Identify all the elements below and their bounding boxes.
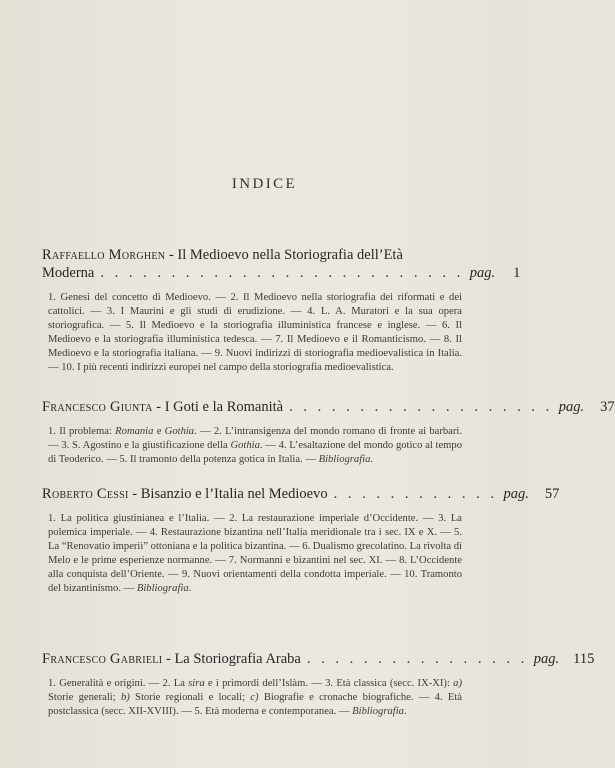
entry-author: Raffaello Morghen	[42, 247, 166, 263]
pag-label: pag.	[533, 651, 560, 667]
entry-heading: Raffaello Morghen - Il Medioevo nella Storiografia dell’Età Moderna . . . . . . . . . . . . . . . . . . . . . . . . . . pag. 1	[42, 247, 521, 281]
leader-dots: . . . . . . . . . . . . . . . . . . .	[289, 399, 553, 415]
entry-author: Roberto Cessi	[42, 486, 129, 502]
pag-label: pag.	[558, 399, 585, 415]
page-number: 57	[544, 486, 560, 502]
entry-heading: Francesco Giunta - I Goti e la Romanità . . . . . . . . . . . . . . . . . . . pag. 37	[42, 399, 615, 415]
entry-abstract: 1. Genesi del concetto di Medioevo. — 2. Il Medioevo nella storiografia dei riformati e dei cattolici. — 3. I Maurini e gli studi di erudizione. — 4. L. A. Muratori e la sua opera storiografica. — 5. Il Medioevo e la storiografia illuministica francese e inglese. — 6. Il Medioevo e la storiografia illuministica tedesca. — 7. Il Medioevo e il Romanticismo. — 8. Il Medioevo e la storiografia italiana. — 9. Nuovi indirizzi di storiografia medioevalistica in Italia. — 10. I più recenti indirizzi europei nel campo della storiografia medioevalistica.	[48, 292, 462, 373]
index-title: INDICE	[231, 176, 298, 192]
toc-entry-gabrieli	[42, 650, 595, 719]
page-number: 37	[600, 399, 615, 415]
entry-title: La Storiografia Araba	[174, 651, 301, 667]
toc-entry-cessi	[42, 485, 560, 595]
entry-heading: Francesco Gabrieli - La Storiografia Araba . . . . . . . . . . . . . . . . pag. 115	[42, 651, 595, 667]
entry-abstract: 1. Il problema: Romania e Gothia. — 2. L’intransigenza del mondo romano di fronte ai barbari. — 3. S. Agostino e la giustificazione della Gothia. — 4. L’esaltazione del mondo gotico al tempo di Teoderico. — 5. Il tramonto della potenza gotica in Italia. — Bibliografia.	[48, 426, 463, 465]
leader-dots: . . . . . . . . . . . . . . . . . . . . . . . . . .	[100, 265, 464, 281]
page-number: 1	[513, 265, 521, 281]
leader-dots: . . . . . . . . . . . . . . . .	[306, 651, 528, 667]
toc-entry-morghen	[42, 246, 521, 374]
entry-title: Bisanzio e l’Italia nel Medioevo	[140, 486, 328, 502]
entry-abstract: 1. Generalità e origini. — 2. La sira e i primordi dell’Islàm. — 3. Età classica (secc. IX-XI): a) Storie generali; b) Storie regionali e locali; c) Biografie e cronache biografiche. — 4. Età postclassica (secc. XII-XVIII). — 5. Età moderna e contemporanea. — Bibliografia.	[48, 678, 462, 717]
entry-author: Francesco Giunta	[42, 399, 153, 415]
entry-title-cont: Moderna	[42, 265, 95, 281]
page-number: 115	[573, 651, 595, 667]
toc-entry-giunta	[42, 398, 615, 467]
pag-label: pag.	[503, 486, 529, 502]
entry-abstract: 1. La politica giustinianea e l’Italia. — 2. La restaurazione imperiale d’Occidente. — 3. La polemica imperiale. — 4. Restaurazione bizantina nell’Italia meridionale tra i sec. IX e X. — 5. La “Renovatio imperii” ottoniana e la politica bizantina. — 6. Dualismo grecolatino. La rivolta di Melo e le prime esperienze normanne. — 7. Normanni e bizantini nel sec. XI. — 8. L’Occidente alla conquista dell’Oriente. — 9. Nuovi orientamenti della condotta imperiale. — 10. Tramonto del bizantinismo. — Bibliografia.	[48, 513, 462, 594]
entry-title: I Goti e la Romanità	[164, 399, 284, 415]
entry-heading: Roberto Cessi - Bisanzio e l’Italia nel Medioevo . . . . . . . . . . . . pag. 57	[42, 486, 560, 502]
pag-label: pag.	[469, 265, 496, 281]
entry-author: Francesco Gabrieli	[42, 651, 163, 667]
entry-title: Il Medioevo nella Storiografia dell’Età	[177, 247, 403, 263]
leader-dots: . . . . . . . . . . . .	[333, 486, 498, 502]
